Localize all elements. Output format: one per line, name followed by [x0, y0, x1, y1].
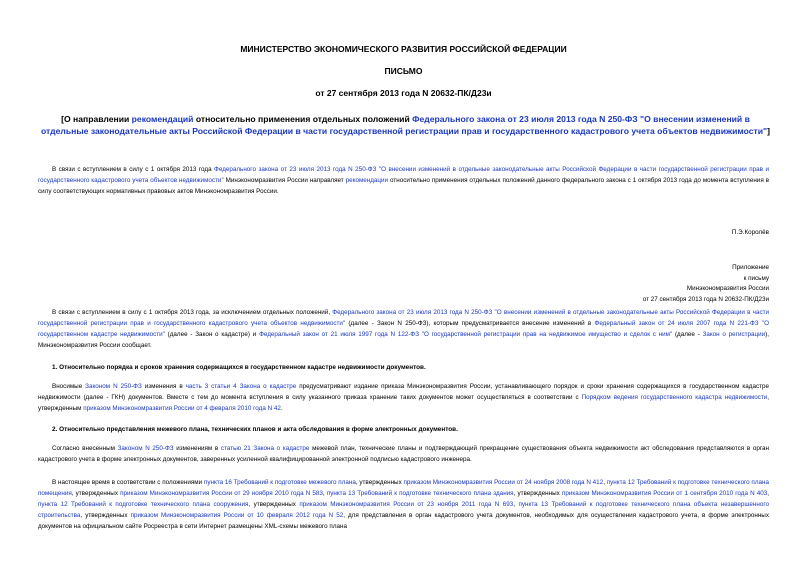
date-number-heading: от 27 сентября 2013 года N 20632-ПК/Д23и: [315, 88, 492, 98]
req-text: , утвержденных: [513, 489, 562, 497]
req-link[interactable]: приказом Минэкономразвития России от 24 ноября 2008 года N 412: [403, 479, 604, 486]
req-text: В настоящее время в соответствии с положениями: [52, 479, 204, 486]
section1-text: .: [280, 404, 283, 412]
app-intro-text: В связи с вступлением в силу с 1 октября 2013 года, за исключением отдельных положений,: [52, 309, 333, 316]
req-link[interactable]: пункта 13 Требований к подготовке технического плана здания: [326, 489, 514, 497]
req-text: , утвержденных: [71, 489, 121, 497]
app-intro-text: (далее - Закон N 250-ФЗ), которым предусматривается внесение изменений в: [345, 319, 595, 327]
req-link[interactable]: пункта 16 Требований к подготовке межевого плана: [203, 479, 356, 486]
req-text: , утвержденных: [80, 511, 131, 519]
section2-link-article-21[interactable]: статью 21 Закона о кадастре: [220, 445, 310, 452]
section2-title: 2. Относительно представления межевого плана, технических планов и акта обследования в форме электронных документов.: [52, 426, 458, 433]
section1-link-article[interactable]: часть 3 статьи 4 Закона о кадастре: [185, 383, 297, 390]
req-link[interactable]: пункта 13 Требований к подготовке технического плана объекта незавершенного строительства: [38, 500, 769, 519]
section1-text: предусматривают издание приказа Минэкономразвития России, устанавливающего порядок и сроки хранения содержащихся в государственном кадастре недвижимости (далее - ГКН) документов. Вместе с тем до момента вступления в силу указанного приказа хранение таких документов может осуществляться в соответствии с: [38, 383, 770, 401]
intro-link-recommendations[interactable]: рекомендации: [345, 176, 389, 184]
subject-link-federal-law[interactable]: Федерального закона от 23 июля 2013 года N 250-ФЗ "О внесении изменений в отдельные законодательные акты Российской Федерации в части государственной регистрации прав и государственного кадастрового учета объектов недвижимости": [41, 114, 768, 136]
intro-text: В связи с вступлением в силу с 1 октября 2013 года: [52, 166, 215, 173]
app-intro-link-law-250[interactable]: Федерального закона от 23 июля 2013 года N 250-ФЗ "О внесении изменений в отдельные законодательные акты Российской Федерации в части государственной регистрации прав и государственного кадастрового учета объектов недвижимости": [38, 309, 769, 327]
doc-type-heading: ПИСЬМО: [384, 66, 423, 76]
subject-text-open: [О направлении: [61, 114, 132, 124]
app-intro-text: (далее -: [672, 330, 703, 338]
section2-text: изменениям в: [173, 445, 221, 452]
subject-text-close: ]: [767, 126, 770, 136]
appendix-block: [643, 263, 769, 305]
req-link[interactable]: приказом Минэкономразвития России от 23 ноября 2011 года N 693: [299, 500, 514, 508]
requirements-paragraph: [38, 478, 769, 533]
section2-paragraph: [38, 444, 769, 466]
req-link[interactable]: пункта 12 Требований к подготовке технического плана помещения: [38, 479, 769, 497]
intro-text: относительно применения отдельных положений данного федерального закона с 1 октября 2013 года до момента вступления в силу соответствующих нормативных правовых актов Минэкономразвития России.: [38, 176, 769, 195]
req-text: ,: [513, 500, 519, 508]
req-text: , для представления в орган кадастрового учета документов, необходимых для осуществления кадастрового учета, в форме электронных документов на официальном сайте Росреестра в сети Интернет размещены XML-схемы межевого плана: [38, 511, 769, 530]
req-text: , утвержденных: [248, 500, 300, 508]
section1-text: Вносимые: [52, 383, 86, 390]
appendix-intro-paragraph: [38, 308, 769, 352]
section2-text: Согласно внесенным: [52, 445, 118, 452]
appendix-line: от 27 сентября 2013 года N 20632-ПК/Д23и: [642, 295, 769, 303]
app-intro-link-law-221[interactable]: Федеральный закон от 24 июля 2007 года N 221-ФЗ "О государственном кадастре недвижимости": [38, 319, 770, 338]
intro-link-law[interactable]: Федерального закона от 23 июля 2013 года N 250-ФЗ "О внесении изменений в отдельные законодательные акты Российской Федерации в части государственной регистрации прав и государственного кадастрового учета объектов недвижимости": [38, 166, 769, 184]
subject-title: [38, 113, 773, 137]
app-intro-text: (далее - Закон о кадастре) и: [164, 330, 260, 338]
req-text: ,: [322, 489, 327, 497]
req-text: , утвержденных: [355, 479, 404, 486]
section1-link-procedure[interactable]: Порядком ведения государственного кадастра недвижимости: [581, 393, 768, 401]
section1-text: , утвержденным: [38, 393, 769, 412]
req-link[interactable]: пункта 12 Требований к подготовке технического плана сооружения: [38, 500, 249, 508]
section1-text: изменения в: [141, 383, 186, 390]
signature: П.Э.Королёв: [731, 229, 769, 236]
section1-link-law-250[interactable]: Законом N 250-ФЗ: [85, 383, 142, 390]
req-link[interactable]: приказом Минэкономразвития России от 1 сентября 2010 года N 403: [561, 489, 768, 497]
app-intro-link-registration-law[interactable]: Закон о регистрации: [702, 330, 766, 338]
section2-link-law-250[interactable]: Законом N 250-ФЗ: [117, 445, 174, 452]
req-link[interactable]: приказом Минэкономразвития России от 10 февраля 2012 года N 52: [130, 511, 344, 519]
app-intro-link-law-122[interactable]: Федеральный закон от 21 июля 1997 года N 122-ФЗ "О государственной регистрации прав на недвижимое имущество и сделок с ним": [259, 330, 673, 338]
req-link[interactable]: приказом Минэкономразвития России от 29 ноября 2010 года N 583: [120, 489, 323, 497]
intro-paragraph: [38, 165, 769, 198]
subject-link-recommendations[interactable]: рекомендаций: [131, 114, 194, 124]
ministry-heading: МИНИСТЕРСТВО ЭКОНОМИЧЕСКОГО РАЗВИТИЯ РОССИЙСКОЙ ФЕДЕРАЦИИ: [240, 44, 567, 54]
req-text: ,: [767, 489, 770, 497]
intro-text: Минэкономразвития России направляет: [223, 176, 346, 184]
appendix-line: Минэкономразвития России: [686, 285, 769, 292]
section1-link-order-42[interactable]: приказом Минэкономразвития России от 4 февраля 2010 года N 42: [83, 404, 281, 412]
appendix-line: к письму: [743, 274, 769, 282]
section1-paragraph: [38, 382, 769, 415]
subject-text-mid: относительно применения отдельных положений: [193, 114, 413, 124]
section2-text: межевой план, технические планы и подтверждающий прекращение существования объекта недвижимости акт обследования представляются в орган кадастрового учета в форме электронных документов, заверенных усиленной квалифицированной электронной подписью кадастрового инженера.: [38, 445, 769, 463]
app-intro-text: ), Минэкономразвития России сообщает.: [38, 330, 769, 349]
req-text: ,: [603, 479, 607, 486]
section1-title: 1. Относительно порядка и сроков хранения содержащихся в государственном кадастре недвижимости документов.: [52, 364, 426, 371]
appendix-line: Приложение: [732, 264, 769, 271]
